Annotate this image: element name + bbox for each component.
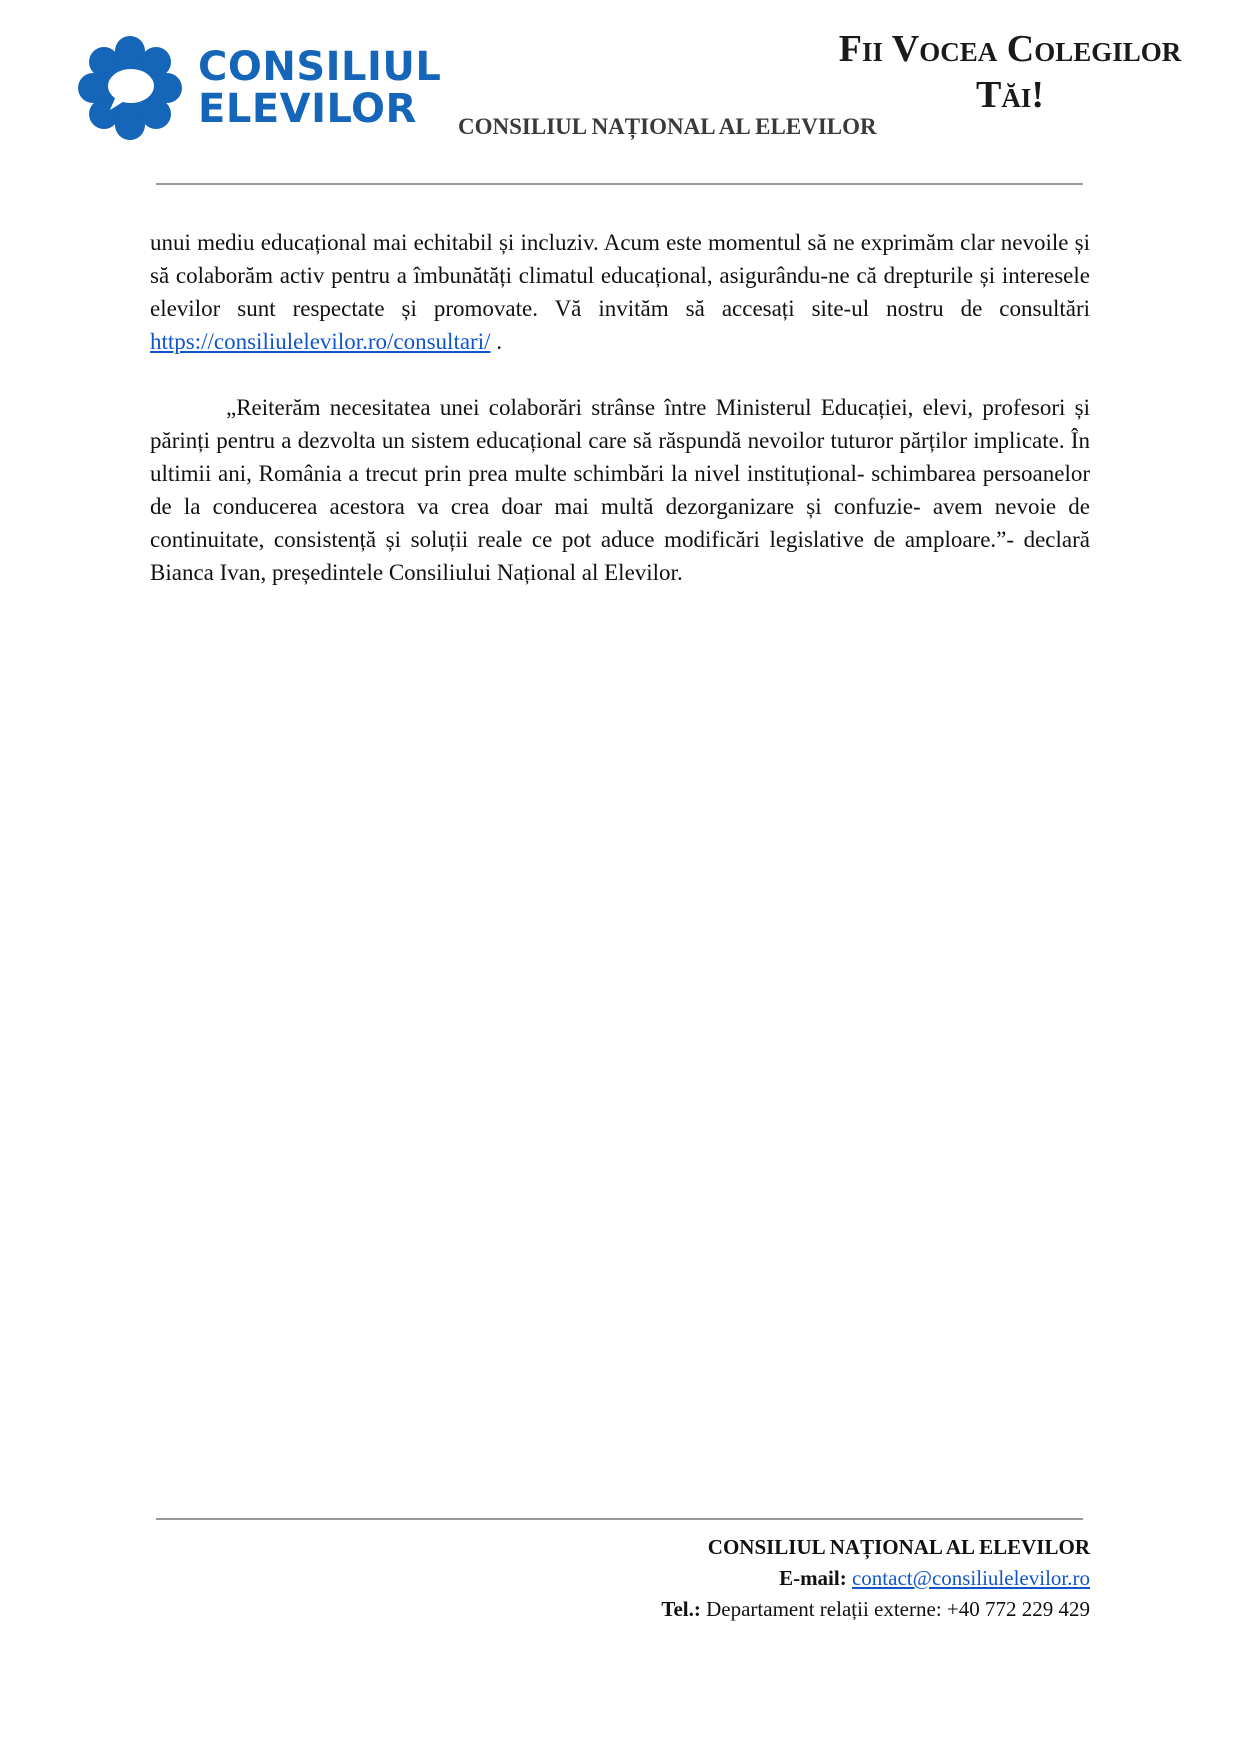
paragraph-1-end: . bbox=[490, 329, 502, 354]
tel-label: Tel.: bbox=[661, 1597, 701, 1621]
logo-line-2: ELEVILOR bbox=[198, 86, 417, 132]
logo-line-1: CONSILIUL bbox=[198, 44, 442, 90]
email-link[interactable]: contact@consiliulelevilor.ro bbox=[851, 1566, 1090, 1590]
footer-email-line bbox=[560, 1563, 1090, 1594]
slogan-line-2: Tăi! bbox=[975, 74, 1044, 116]
footer-org-name: CONSILIUL NAȚIONAL AL ELEVILOR bbox=[707, 1535, 1090, 1559]
paragraph-2: „Reiterăm necesitatea unei colaborări strânse între Ministerul Educației, elevi, profesori și părinți pentru a dezvolta un sistem educațional care să răspundă nevoilor tuturor părților implicate. În ultimii ani, România a trecut prin prea multe schimbări la nivel instituțional- schimbarea persoanelor de la conducerea acestora va crea doar mai multă dezorganizare și confuzie- avem nevoie de continuitate, consistență și soluții reale ce pot aduce modificări legislative de amploare.”- declară Bianca Ivan, președintele Consiliului Național al Elevilor. bbox=[150, 395, 1090, 585]
email-label: E-mail: bbox=[779, 1566, 847, 1590]
consultari-link[interactable]: https://consiliulelevilor.ro/consultari/ bbox=[150, 329, 491, 354]
header-divider bbox=[156, 183, 1083, 185]
footer-divider bbox=[156, 1518, 1083, 1520]
slogan bbox=[790, 26, 1230, 118]
footer bbox=[560, 1532, 1090, 1625]
speech-bubble-gear-icon bbox=[76, 34, 184, 142]
tel-text: Departament relații externe: +40 772 229 429 bbox=[700, 1597, 1090, 1621]
footer-tel-line bbox=[560, 1594, 1090, 1625]
consiliul-elevilor-logo bbox=[76, 34, 442, 144]
document-body bbox=[150, 226, 1090, 589]
paragraph-1-text: unui mediu educațional mai echitabil și incluziv. Acum este momentul să ne exprimăm clar nevoile și să colaborăm activ pentru a îmbunătăți climatul educațional, asigurându-ne că drepturile și interesele elevilor sunt respectate și promovate. Vă invităm să accesați site-ul nostru de consultări bbox=[150, 230, 1090, 321]
slogan-line-1: Fii Vocea Colegilor bbox=[838, 28, 1182, 70]
paragraph-1 bbox=[150, 226, 1090, 358]
header-org-name: CONSILIUL NAȚIONAL AL ELEVILOR bbox=[458, 114, 877, 139]
